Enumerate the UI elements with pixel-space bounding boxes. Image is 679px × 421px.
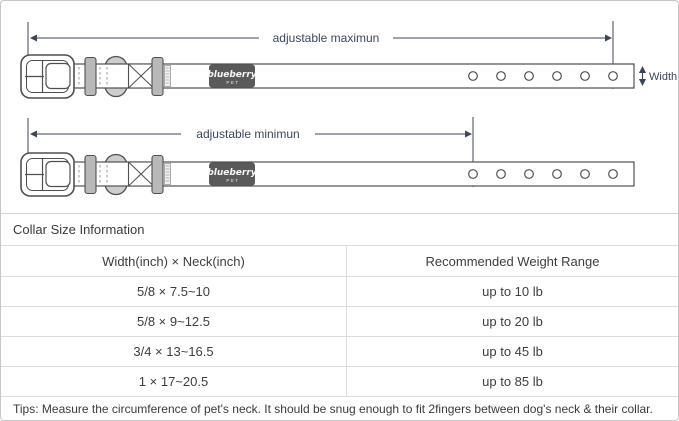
buckle <box>21 55 74 98</box>
keeper-bar <box>152 58 163 96</box>
tips-text: Tips: Measure the circumference of pet's neck. It should be snug enough to fit 2fingers between dog's neck & their collar. <box>1 396 678 416</box>
adjustable-minimum-label: adjustable minimun <box>196 127 300 141</box>
size-cell: 5/8 × 9~12.5 <box>136 314 210 329</box>
size-cell: 5/8 × 7.5~10 <box>136 284 210 299</box>
brand-sub: PET <box>226 178 240 183</box>
buckle <box>21 153 74 196</box>
weight-cell: up to 10 lb <box>482 284 543 299</box>
column-header-weight: Recommended Weight Range <box>425 253 600 269</box>
brand-name: blueberry <box>207 70 257 80</box>
x-stitch-box <box>129 64 154 88</box>
column-header-size: Width(inch) × Neck(inch) <box>102 253 245 269</box>
brand-patch <box>207 65 257 88</box>
table-title: Collar Size Information <box>1 213 678 245</box>
size-cell: 1 × 17~20.5 <box>138 374 209 389</box>
collar-max-diagram <box>21 21 677 98</box>
weight-cell: up to 20 lb <box>482 314 543 329</box>
x-stitch-box <box>129 162 154 186</box>
collar-min-diagram <box>21 117 634 196</box>
size-cell: 3/4 × 13~16.5 <box>133 344 214 359</box>
size-tag <box>165 164 171 185</box>
keeper-bar <box>85 58 96 96</box>
table-row <box>1 306 678 336</box>
brand-patch <box>207 163 257 186</box>
width-marker <box>643 67 678 85</box>
collar-size-table <box>1 213 678 420</box>
adjustable-maximum-label: adjustable maximun <box>272 31 380 45</box>
table-header-row <box>1 245 678 276</box>
keeper-bar <box>85 156 96 194</box>
keeper-bar <box>152 156 163 194</box>
table-row <box>1 276 678 306</box>
width-label: Width <box>649 71 678 83</box>
collar-diagram <box>1 1 678 213</box>
table-row <box>1 336 678 366</box>
weight-cell: up to 85 lb <box>482 374 543 389</box>
weight-cell: up to 45 lb <box>482 344 543 359</box>
table-row <box>1 366 678 396</box>
brand-name: blueberry <box>207 168 257 178</box>
brand-sub: PET <box>226 80 240 85</box>
size-tag <box>165 66 171 87</box>
